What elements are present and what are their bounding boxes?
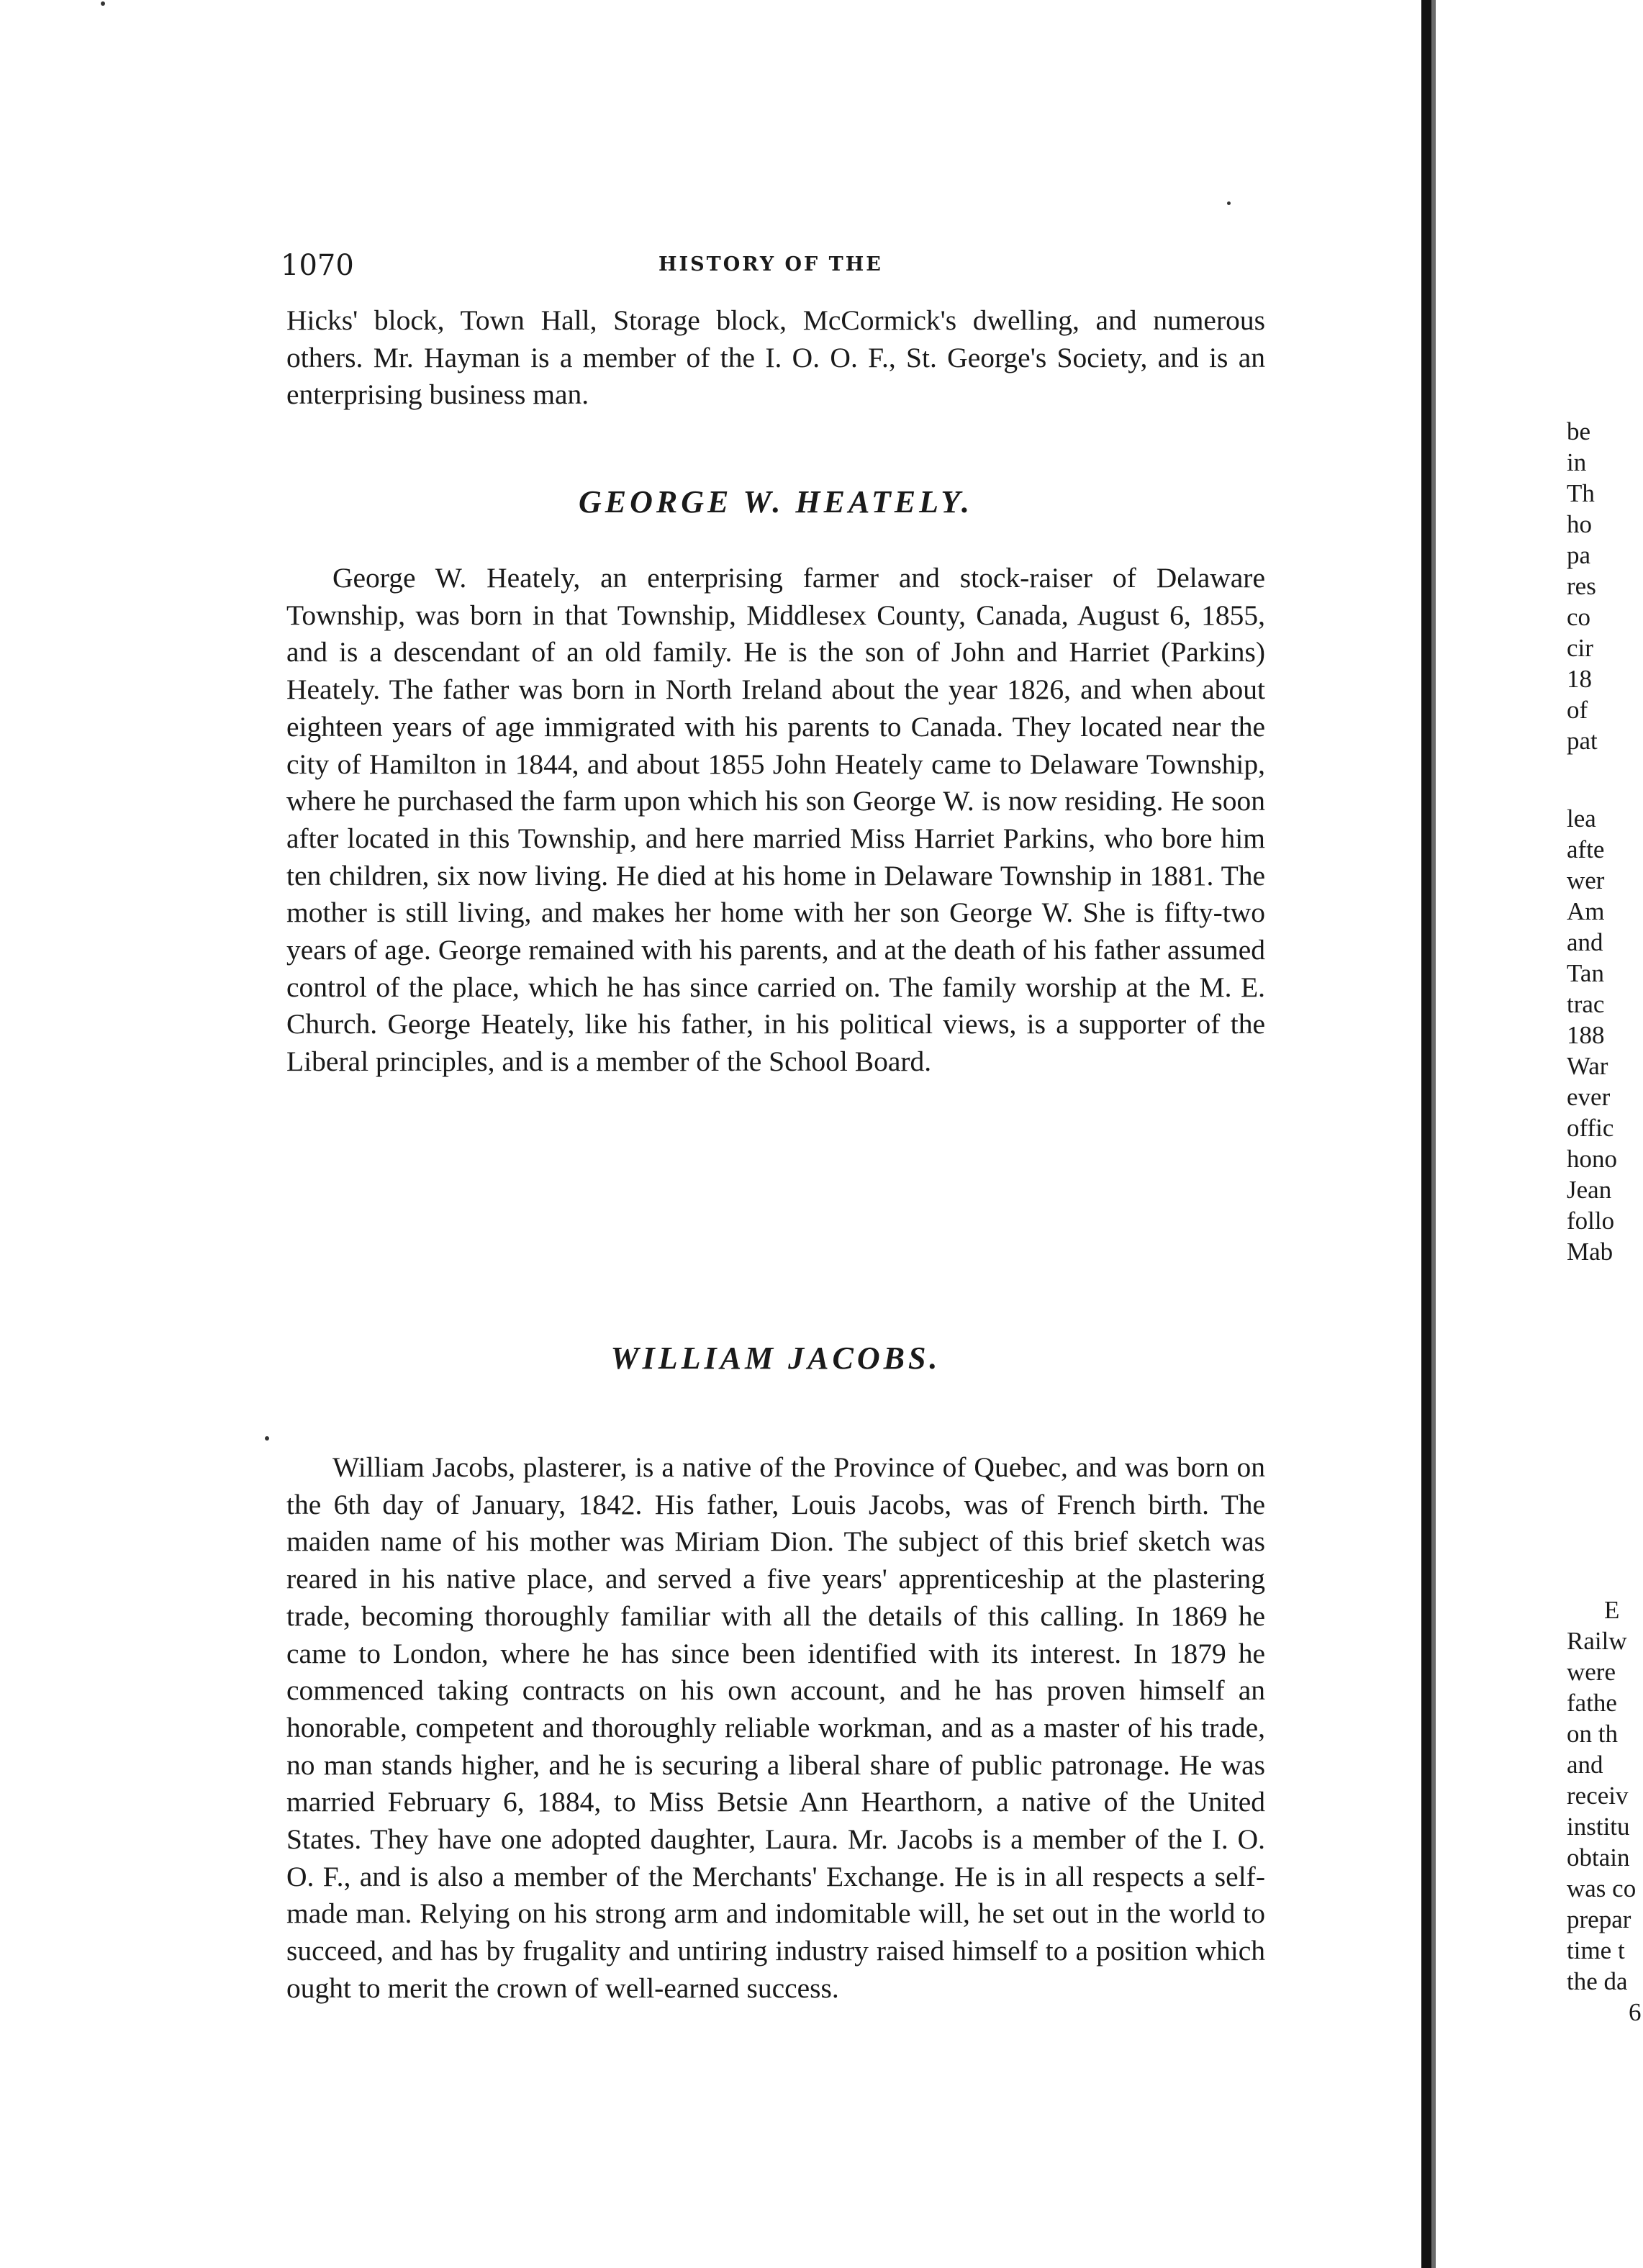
page-header xyxy=(281,249,1288,285)
section-heading-jacobs: WILLIAM JACOBS. xyxy=(610,1341,941,1376)
facing-line: institu xyxy=(1567,1813,1630,1841)
print-speck xyxy=(265,1436,269,1441)
facing-line: receiv xyxy=(1567,1782,1629,1810)
facing-line: pat xyxy=(1567,727,1598,755)
facing-page-fragment-1 xyxy=(1567,416,1643,756)
facing-line: hono xyxy=(1567,1145,1617,1173)
page-number: 1070 xyxy=(281,249,354,282)
facing-line: Railw xyxy=(1567,1627,1627,1655)
facing-line: res xyxy=(1567,572,1596,600)
facing-line: ever xyxy=(1567,1083,1611,1111)
section-body-block-heately xyxy=(286,560,1265,1081)
intro-paragraph-block xyxy=(286,302,1265,414)
section-body-heately: George W. Heately, an enterprising farmer and stock-raiser of Delaware Township, was born in that Township, Middlesex County, Canada, August 6, 1855, and is a descendant of an old family. He is the son of John and Harriet (Parkins) Heately. The father was born in North Ireland about the year 1826, and when about eighteen years of age immigrated with his parents to Canada. They located near the city of Hamilton in 1844, and about 1855 John Heately came to Delaware Township, where he purchased the farm upon which his son George W. is now residing. He soon after located in this Township, and here married Miss Harriet Parkins, who bore him ten children, six now living. He died at his home in Delaware Township in 1881. The mother is still living, and makes her home with her son George W. She is fifty-two years of age. George remained with his parents, and at the death of his father assumed control of the place, which he has since carried on. The family worship at the M. E. Church. George Heately, like his father, in his political views, is a supporter of the Liberal principles, and is a member of the School Board. xyxy=(286,562,1265,1078)
intro-paragraph: Hicks' block, Town Hall, Storage block, McCormick's dwelling, and numerous others. Mr. Hayman is a member of the I. O. O. F., St. George's Society, and is an enterprising business man. xyxy=(286,304,1265,411)
facing-line: Tan xyxy=(1567,959,1604,987)
print-speck xyxy=(101,1,105,6)
facing-line: trac xyxy=(1567,990,1605,1018)
facing-line: in xyxy=(1567,448,1587,476)
facing-line: 18 xyxy=(1567,665,1592,693)
facing-line: 6 xyxy=(1629,1998,1642,2026)
print-speck xyxy=(1227,201,1231,205)
facing-line: afte xyxy=(1567,835,1605,863)
facing-line: obtain xyxy=(1567,1843,1630,1872)
facing-line: Am xyxy=(1567,897,1605,925)
book-spine-gutter xyxy=(1421,0,1431,2268)
facing-line: Mab xyxy=(1567,1238,1613,1266)
facing-line: Th xyxy=(1567,479,1595,507)
facing-line: Jean xyxy=(1567,1176,1612,1204)
facing-line: War xyxy=(1567,1052,1608,1080)
facing-line: fathe xyxy=(1567,1689,1617,1717)
facing-page-fragment-3 xyxy=(1567,1595,1643,2028)
facing-page-fragment-2 xyxy=(1567,803,1643,1267)
facing-line: be xyxy=(1567,417,1591,445)
facing-line: was co xyxy=(1567,1874,1637,1902)
facing-line: co xyxy=(1567,603,1591,631)
facing-line: wer xyxy=(1567,866,1605,894)
facing-line: the da xyxy=(1567,1967,1628,1995)
gutter-shadow xyxy=(1431,0,1436,2268)
running-head: HISTORY OF THE xyxy=(658,253,883,276)
facing-line: time t xyxy=(1567,1936,1625,1964)
facing-line: were xyxy=(1567,1658,1616,1686)
section-body-block-jacobs xyxy=(286,1449,1265,2008)
facing-line: of xyxy=(1567,696,1588,724)
facing-line: on th xyxy=(1567,1720,1618,1748)
facing-line: prepar xyxy=(1567,1905,1631,1933)
facing-line: cir xyxy=(1567,634,1593,662)
section-body-jacobs: William Jacobs, plasterer, is a native of the Province of Quebec, and was born on the 6th day of January, 1842. His father, Louis Jacobs, was of French birth. The maiden name of his mother was Miriam Dion. The subject of this brief sketch was reared in his native place, and served a five years' apprenticeship at the plastering trade, becoming thoroughly familiar with all the details of this calling. In 1869 he came to London, where he has since been identified with its interest. In 1879 he commenced taking contracts on his own account, and he has proven himself an honorable, competent and thoroughly reliable workman, and as a master of his trade, no man stands higher, and he is securing a liberal share of public patronage. He was married February 6, 1884, to Miss Betsie Ann Hearthorn, a native of the United States. They have one adopted daughter, Laura. Mr. Jacobs is a member of the I. O. O. F., and is also a member of the Merchants' Exchange. He is in all respects a self-made man. Relying on his strong arm and indomitable will, he set out in the world to succeed, and has by frugality and untiring industry raised himself to a position which ought to merit the crown of well-earned success. xyxy=(286,1451,1265,2004)
facing-line: ho xyxy=(1567,510,1592,538)
facing-line: E xyxy=(1604,1596,1620,1624)
facing-line: and xyxy=(1567,928,1603,956)
facing-line: follo xyxy=(1567,1207,1615,1235)
facing-line: pa xyxy=(1567,541,1591,569)
facing-line: offic xyxy=(1567,1114,1614,1142)
facing-line: 188 xyxy=(1567,1021,1605,1049)
section-heading-heately: GEORGE W. HEATELY. xyxy=(578,484,973,520)
facing-line: and xyxy=(1567,1751,1603,1779)
facing-line: lea xyxy=(1567,804,1596,833)
